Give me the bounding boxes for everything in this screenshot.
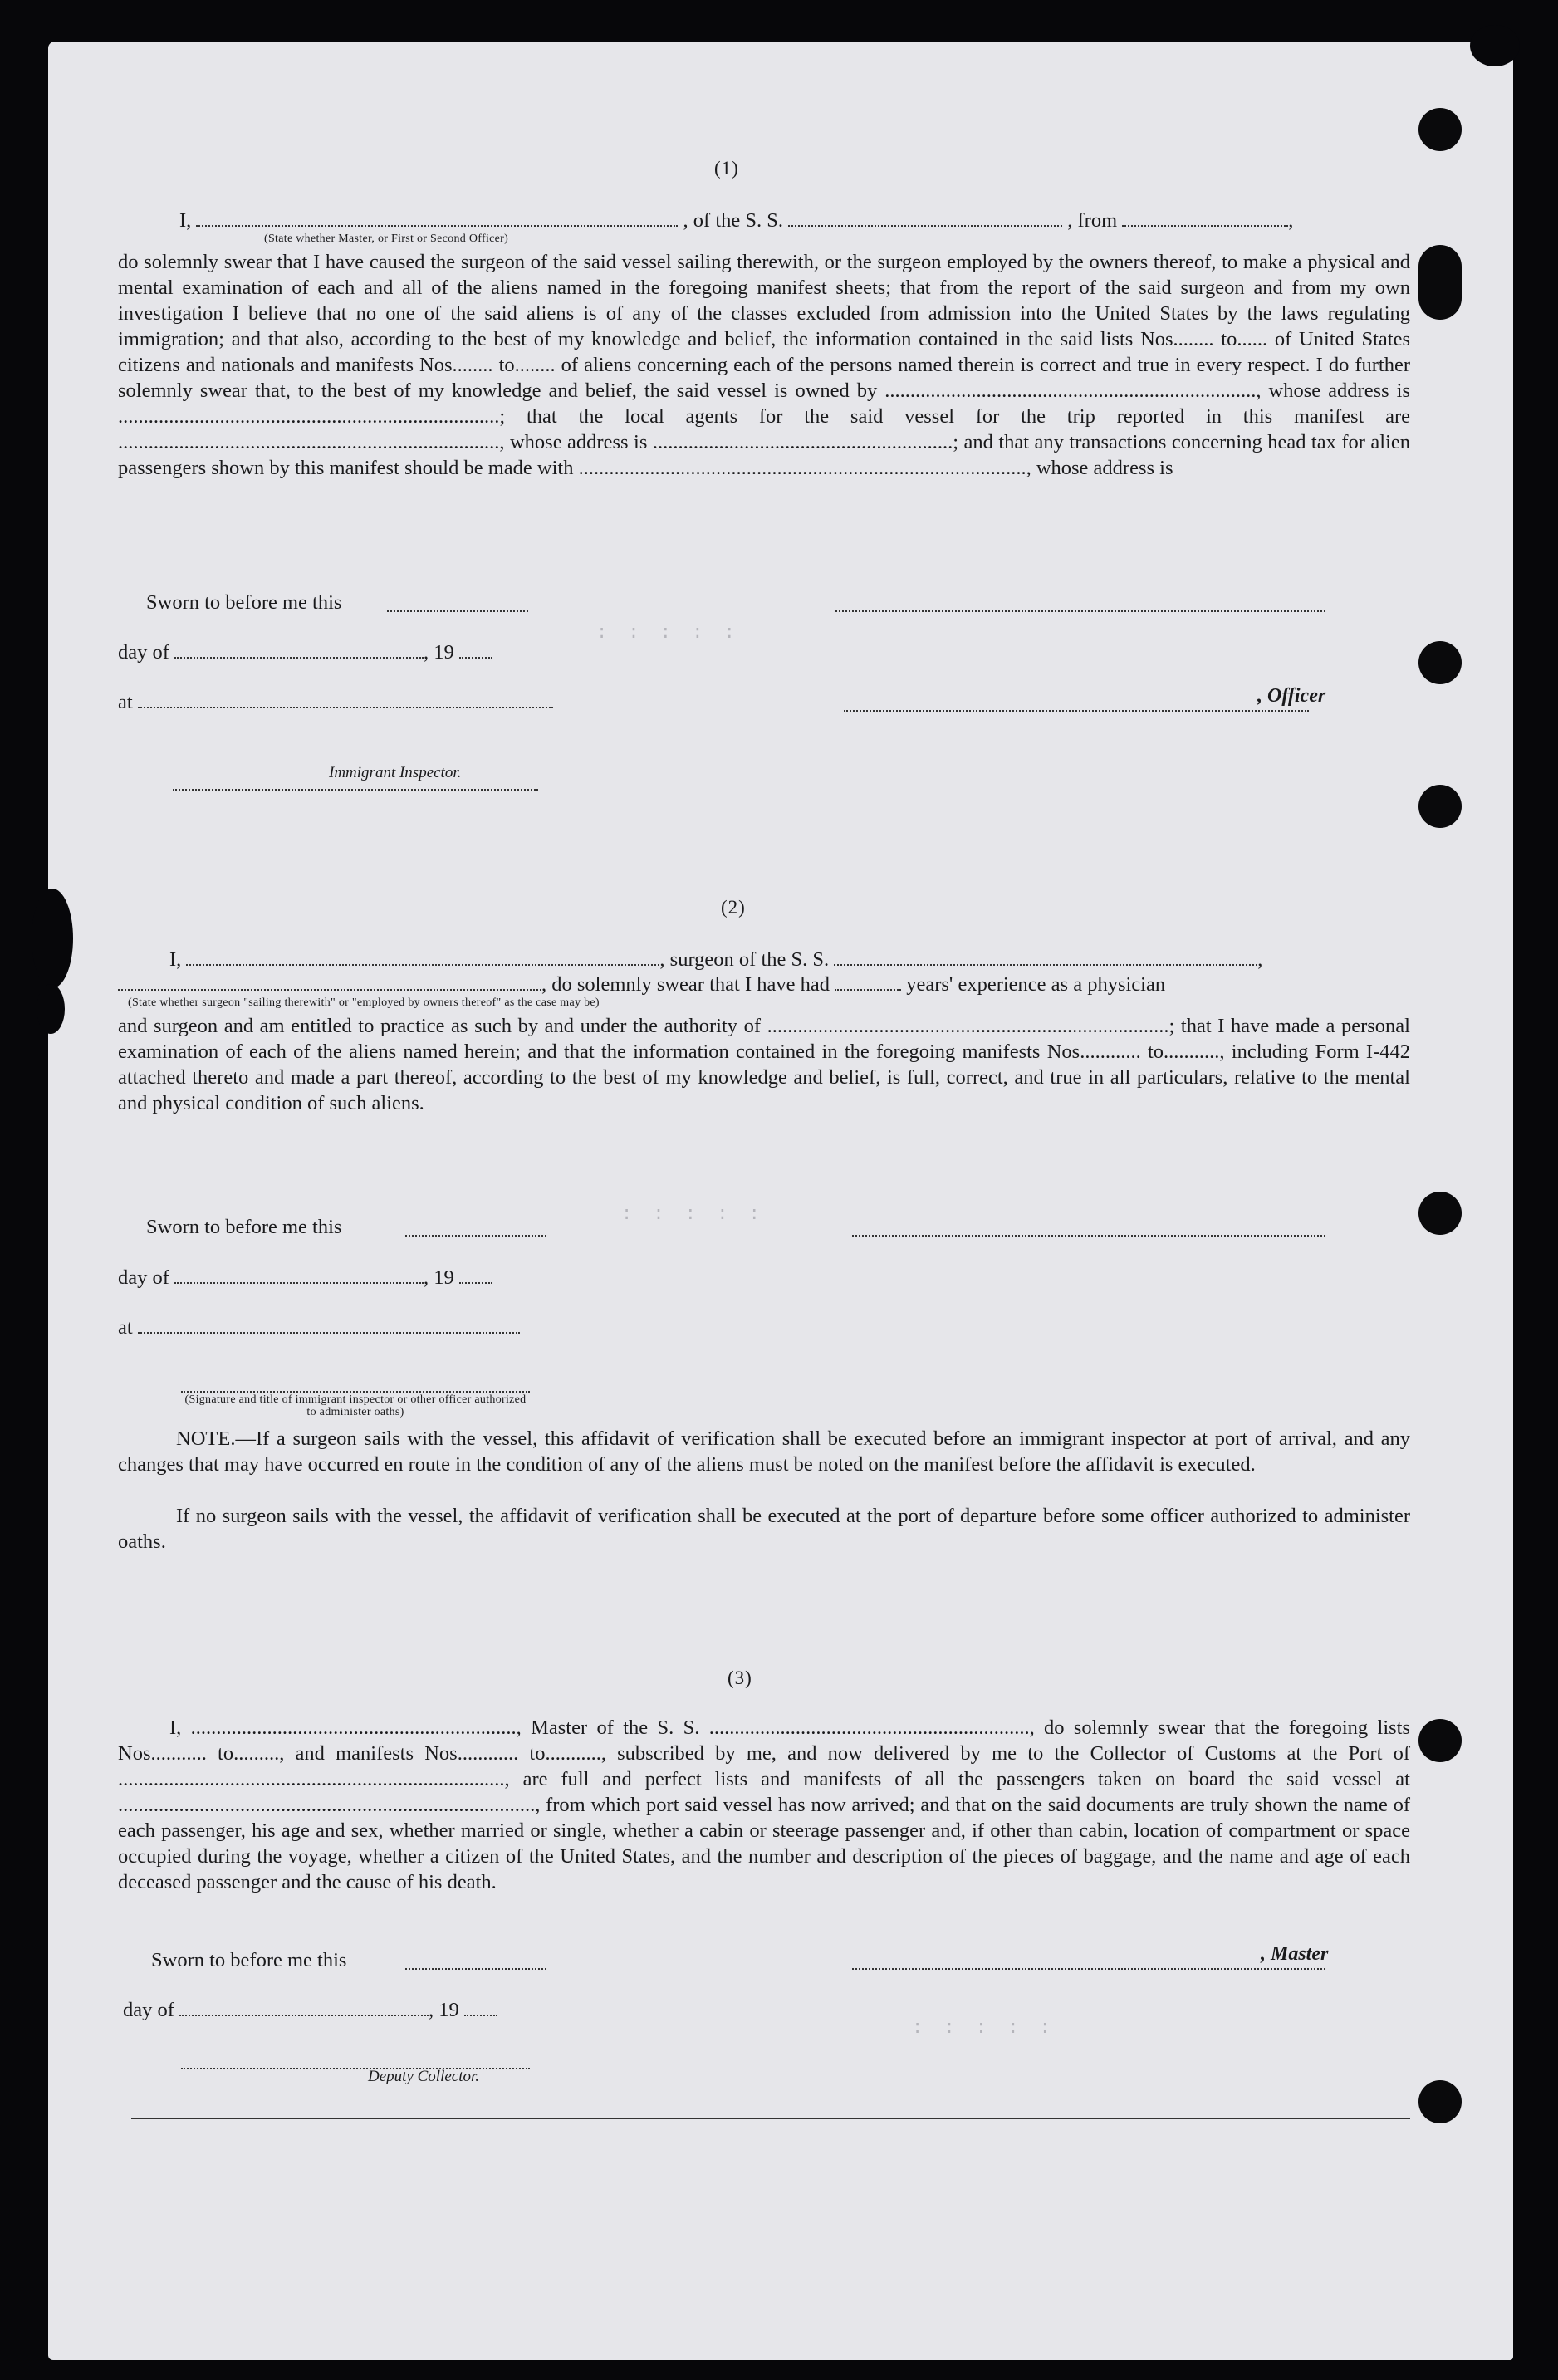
punch-hole	[1418, 1192, 1462, 1235]
authorized-officer-signature-field[interactable]	[181, 1374, 530, 1393]
year-field[interactable]	[459, 640, 492, 659]
year-prefix: , 19	[429, 1999, 459, 2021]
year-prefix: , 19	[424, 1266, 454, 1289]
oath-start: I,	[169, 948, 182, 971]
year-field[interactable]	[459, 1266, 492, 1284]
paper-corner-tear	[1470, 25, 1520, 66]
day-of-line	[118, 639, 492, 665]
surgeon-ship-field[interactable]	[834, 948, 1257, 966]
year-field[interactable]	[464, 1998, 497, 2016]
officer-title-field[interactable]	[844, 693, 1309, 712]
at-label: at	[118, 1316, 133, 1339]
day-of-field[interactable]	[179, 1998, 429, 2016]
section-3-number: (3)	[728, 1667, 752, 1688]
officer-label: , Officer	[1257, 685, 1326, 707]
manifest-page	[48, 42, 1513, 2360]
section-3-affidavit: I, ................................................................, Master of the S. S. ..............................................................., do solemnly swear that the foregoing lists Nos........... to........., and manifests Nos............ to..........., subscribed by me, and now delivered by me to the Collector of Customs at the Port of ............................................................................, are full and perfect lists and manifests of all the passengers taken on board the said vessel at .................................................................................., from which port said vessel has now arrived; and that on the said documents are truly shown the name of each passenger, his age and sex, whether married or single, whether a cabin or steerage passenger and, if other than cabin, location of compartment or space occupied during the voyage, whether a citizen of the United States, and the number and description of the pieces of baggage, and the name and age of each deceased passenger and the cause of his death.	[118, 1716, 1410, 1893]
day-of-line	[123, 1997, 497, 2023]
paper-tear	[32, 889, 73, 988]
master-signature-field[interactable]	[852, 1952, 1325, 1970]
signature-note: (Signature and title of immigrant inspector or other officer authorized to administer oaths)	[184, 1393, 527, 1418]
surgeon-ship-label: , surgeon of the S. S.	[659, 948, 830, 971]
officer-title-note: (State whether Master, or First or Second Officer)	[264, 233, 509, 245]
collector-label: Deputy Collector.	[368, 2068, 480, 2085]
no-surgeon-note: If no surgeon sails with the vessel, the affidavit of verification shall be executed at the port of departure before some officer authorized to administer oaths.	[118, 1505, 1410, 1553]
section-2-affidavit: and surgeon and am entitled to practice as such by and under the authority of ...............................................................................; that I have made a personal examination of each of the aliens named herein; and that the information contained in the foregoing manifests Nos............ to..........., including Form I-442 attached thereto and made a part thereof, according to the best of my knowledge and belief, is full, correct, and true in all particulars, relative to the mental and physical condition of such aliens.	[118, 1015, 1410, 1114]
at-place-field[interactable]	[138, 1315, 520, 1334]
sworn-label: Sworn to before me this	[146, 591, 342, 614]
sworn-date-field[interactable]	[405, 1952, 546, 1970]
day-of-field[interactable]	[174, 1266, 424, 1284]
surgeon-name-field[interactable]	[186, 948, 659, 966]
punch-hole	[1418, 641, 1462, 684]
at-line	[118, 689, 553, 715]
officer-name-field[interactable]	[196, 208, 678, 227]
ship-label: , of the S. S.	[683, 209, 784, 232]
ship-name-field[interactable]	[788, 208, 1062, 227]
section-2-oath-line: I, , surgeon of the S. S. ,	[169, 948, 1263, 971]
collector-signature-field[interactable]	[181, 2051, 530, 2069]
experience-end: years' experience as a physician	[906, 973, 1166, 996]
section-1-number: (1)	[714, 158, 739, 179]
oath-start: I,	[179, 209, 192, 232]
from-label: , from	[1067, 209, 1118, 232]
day-of-label: day of	[123, 1999, 174, 2021]
section-1-affidavit: do solemnly swear that I have caused the surgeon of the said vessel sailing therewith, or the surgeon employed by the owners thereof, to make a physical and mental examination of each and all of the aliens named in the foregoing manifest sheets; that from the report of the said surgeon and from my own investigation I believe that no one of the said aliens is of any of the classes excluded from admission into the United States by the laws regulating immigration; and that also, according to the best of my knowledge and belief, the information contained in the said lists Nos........ to...... of United States citizens and nationals and manifests Nos........ to........ of aliens concerning each of the persons named therein is correct and true in every respect. I do further solemnly swear that, to the best of my knowledge and belief, the said vessel is owned by ........................................................................., whose address is ...........................................................................; that the local agents for the said vessel for the trip reported in this manifest are ..........................................................................., whose address is ...........................................................; and that any transactions concerning head tax for alien passengers shown by this manifest should be made with ........................................................................................, whose address is	[118, 251, 1410, 479]
sworn-date-field[interactable]	[405, 1218, 546, 1237]
sworn-label: Sworn to before me this	[146, 1216, 342, 1238]
sworn-label: Sworn to before me this	[151, 1949, 347, 1971]
at-place-field[interactable]	[138, 690, 553, 708]
bleed-through-column: : : : : :	[596, 623, 740, 644]
inspector-label: Immigrant Inspector.	[329, 764, 462, 781]
punch-hole	[1418, 108, 1462, 151]
day-of-label: day of	[118, 641, 169, 664]
punch-hole	[1418, 245, 1462, 320]
master-label: , Master	[1261, 1943, 1329, 1965]
surgeon-type-field[interactable]	[118, 972, 541, 991]
year-prefix: , 19	[424, 641, 454, 664]
punch-hole	[1418, 2080, 1462, 2123]
section-2-number: (2)	[721, 897, 746, 918]
sworn-date-field[interactable]	[387, 594, 528, 612]
experience-label: , do solemnly swear that I have had	[541, 973, 830, 996]
day-of-label: day of	[118, 1266, 169, 1289]
at-line	[118, 1315, 520, 1340]
day-of-field[interactable]	[174, 640, 424, 659]
experience-line	[118, 972, 1165, 997]
experience-years-field[interactable]	[835, 972, 901, 991]
punch-hole	[1418, 1719, 1462, 1762]
paper-tear	[37, 984, 65, 1034]
officer-signature-field[interactable]	[835, 594, 1325, 612]
at-label: at	[118, 691, 133, 713]
surgeon-type-note: (State whether surgeon "sailing therewith" or "employed by owners thereof" as the case may be)	[128, 997, 600, 1009]
surgeon-signature-field[interactable]	[852, 1218, 1325, 1237]
surgeon-note: NOTE.—If a surgeon sails with the vessel, this affidavit of verification shall be executed before an immigrant inspector at port of arrival, and any changes that may have occurred en route in the condition of any of the aliens must be noted on the manifest before the affidavit is executed.	[118, 1428, 1410, 1476]
day-of-line	[118, 1265, 492, 1290]
departure-port-field[interactable]	[1122, 208, 1288, 227]
bleed-through-column: : : : : :	[912, 2018, 1056, 2039]
section-1-oath-line: I, , of the S. S. , from ,	[179, 209, 1294, 232]
bleed-through-column: : : : : :	[621, 1204, 765, 1225]
bottom-rule	[131, 2118, 1410, 2119]
punch-hole	[1418, 785, 1462, 828]
